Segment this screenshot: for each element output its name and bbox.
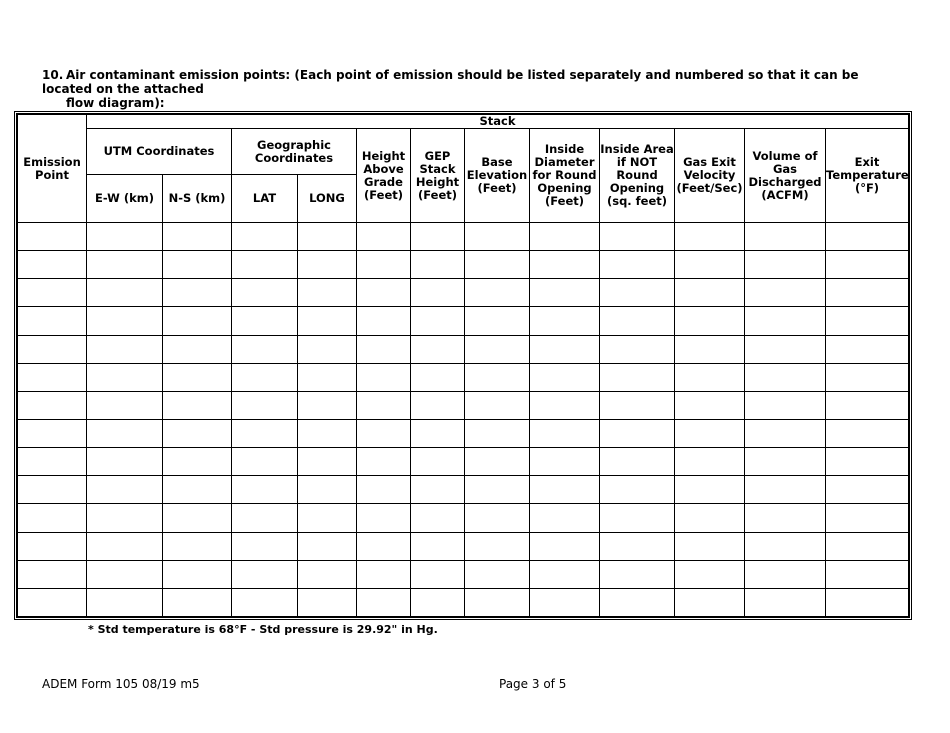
table-cell[interactable] (298, 476, 357, 504)
header-gep-stack-height: GEP Stack Height (Feet) (411, 129, 465, 223)
table-cell[interactable] (232, 588, 298, 616)
table-body (18, 223, 909, 617)
table-cell[interactable] (600, 363, 675, 391)
table-cell[interactable] (298, 419, 357, 447)
table-cell[interactable] (232, 532, 298, 560)
table-cell[interactable] (826, 560, 909, 588)
table-cell[interactable] (411, 448, 465, 476)
table-cell[interactable] (745, 448, 826, 476)
table-cell[interactable] (600, 307, 675, 335)
table-cell[interactable] (530, 532, 600, 560)
table-cell[interactable] (357, 251, 411, 279)
table-cell[interactable] (826, 251, 909, 279)
table-cell[interactable] (357, 448, 411, 476)
table-cell[interactable] (826, 532, 909, 560)
table-cell[interactable] (18, 476, 87, 504)
table-cell[interactable] (675, 223, 745, 251)
table-cell[interactable] (232, 335, 298, 363)
table-cell[interactable] (465, 588, 530, 616)
table-cell[interactable] (87, 279, 163, 307)
table-cell[interactable] (411, 419, 465, 447)
table-cell[interactable] (232, 307, 298, 335)
table-cell[interactable] (411, 504, 465, 532)
table-cell[interactable] (530, 223, 600, 251)
table-cell[interactable] (232, 251, 298, 279)
table-cell[interactable] (357, 279, 411, 307)
table-cell[interactable] (530, 251, 600, 279)
table-cell[interactable] (465, 307, 530, 335)
question-text-line2: flow diagram): (66, 96, 165, 110)
table-cell[interactable] (163, 223, 232, 251)
emission-points-table (17, 114, 909, 617)
table-cell[interactable] (87, 391, 163, 419)
table-cell[interactable] (600, 476, 675, 504)
table-cell[interactable] (745, 251, 826, 279)
header-exit-temperature: Exit Temperature (°F) (826, 129, 909, 223)
table-cell[interactable] (163, 448, 232, 476)
table-cell[interactable] (600, 279, 675, 307)
table-cell[interactable] (163, 588, 232, 616)
table-cell[interactable] (87, 419, 163, 447)
question-text-line1: Air contaminant emission points: (Each point of emission should be listed separately and numbered so that it can be located on the attached (42, 68, 859, 96)
table-cell[interactable] (675, 560, 745, 588)
header-height-above-grade: Height Above Grade (Feet) (357, 129, 411, 223)
table-cell[interactable] (465, 448, 530, 476)
table-cell[interactable] (675, 588, 745, 616)
table-cell[interactable] (163, 476, 232, 504)
table-cell[interactable] (465, 391, 530, 419)
header-geographic-coordinates: Geographic Coordinates (232, 129, 357, 175)
table-cell[interactable] (600, 504, 675, 532)
table-cell[interactable] (87, 307, 163, 335)
table-row (18, 504, 909, 532)
table-cell[interactable] (18, 223, 87, 251)
table-cell[interactable] (411, 223, 465, 251)
table-cell[interactable] (232, 504, 298, 532)
table-cell[interactable] (826, 363, 909, 391)
table-cell[interactable] (232, 391, 298, 419)
table-cell[interactable] (675, 504, 745, 532)
table-cell[interactable] (18, 391, 87, 419)
table-cell[interactable] (826, 307, 909, 335)
table-cell[interactable] (530, 560, 600, 588)
table-cell[interactable] (232, 476, 298, 504)
table-cell[interactable] (87, 532, 163, 560)
table-cell[interactable] (675, 279, 745, 307)
table-cell[interactable] (298, 307, 357, 335)
table-cell[interactable] (745, 532, 826, 560)
table-cell[interactable] (530, 476, 600, 504)
form-id: ADEM Form 105 08/19 m5 (42, 677, 200, 691)
table-cell[interactable] (530, 448, 600, 476)
table-row (18, 335, 909, 363)
table-row (18, 588, 909, 616)
emission-points-table-frame (14, 111, 912, 620)
table-cell[interactable] (163, 279, 232, 307)
table-cell[interactable] (163, 504, 232, 532)
header-gas-exit-velocity: Gas Exit Velocity (Feet/Sec) (675, 129, 745, 223)
table-cell[interactable] (87, 588, 163, 616)
table-cell[interactable] (163, 363, 232, 391)
table-cell[interactable] (530, 363, 600, 391)
table-cell[interactable] (465, 335, 530, 363)
header-utm-coordinates: UTM Coordinates (87, 129, 232, 175)
header-stack: Stack (87, 115, 909, 129)
table-cell[interactable] (411, 476, 465, 504)
table-cell[interactable] (745, 504, 826, 532)
table-cell[interactable] (465, 560, 530, 588)
table-cell[interactable] (357, 476, 411, 504)
table-cell[interactable] (675, 307, 745, 335)
table-cell[interactable] (357, 560, 411, 588)
table-row (18, 223, 909, 251)
table-cell[interactable] (411, 251, 465, 279)
table-cell[interactable] (675, 448, 745, 476)
table-cell[interactable] (465, 223, 530, 251)
table-cell[interactable] (600, 588, 675, 616)
table-cell[interactable] (411, 363, 465, 391)
table-row (18, 419, 909, 447)
header-volume-of-gas: Volume of Gas Discharged (ACFM) (745, 129, 826, 223)
table-cell[interactable] (745, 476, 826, 504)
table-cell[interactable] (18, 560, 87, 588)
table-cell[interactable] (675, 251, 745, 279)
table-cell[interactable] (675, 335, 745, 363)
table-cell[interactable] (87, 560, 163, 588)
table-cell[interactable] (87, 251, 163, 279)
header-long: LONG (298, 175, 357, 223)
table-cell[interactable] (745, 363, 826, 391)
header-inside-area: Inside Area if NOT Round Opening (sq. feet) (600, 129, 675, 223)
table-cell[interactable] (87, 504, 163, 532)
table-cell[interactable] (232, 419, 298, 447)
table-cell[interactable] (87, 476, 163, 504)
table-cell[interactable] (18, 448, 87, 476)
table-cell[interactable] (600, 223, 675, 251)
table-cell[interactable] (745, 223, 826, 251)
table-cell[interactable] (530, 419, 600, 447)
table-cell[interactable] (530, 335, 600, 363)
table-row (18, 476, 909, 504)
table-row (18, 307, 909, 335)
table-cell[interactable] (826, 476, 909, 504)
table-cell[interactable] (411, 279, 465, 307)
table-cell[interactable] (163, 419, 232, 447)
table-cell[interactable] (465, 251, 530, 279)
table-cell[interactable] (87, 448, 163, 476)
table-cell[interactable] (18, 279, 87, 307)
table-cell[interactable] (298, 391, 357, 419)
table-cell[interactable] (600, 251, 675, 279)
table-cell[interactable] (745, 335, 826, 363)
table-cell[interactable] (232, 448, 298, 476)
table-cell[interactable] (826, 448, 909, 476)
table-cell[interactable] (298, 588, 357, 616)
table-cell[interactable] (465, 532, 530, 560)
table-cell[interactable] (411, 560, 465, 588)
question-10 (42, 68, 902, 110)
table-cell[interactable] (826, 588, 909, 616)
table-cell[interactable] (465, 279, 530, 307)
table-cell[interactable] (411, 532, 465, 560)
table-cell[interactable] (357, 391, 411, 419)
table-cell[interactable] (163, 560, 232, 588)
header-base-elevation: Base Elevation (Feet) (465, 129, 530, 223)
table-cell[interactable] (675, 363, 745, 391)
table-cell[interactable] (298, 251, 357, 279)
table-cell[interactable] (18, 251, 87, 279)
table-cell[interactable] (465, 419, 530, 447)
table-cell[interactable] (298, 448, 357, 476)
table-cell[interactable] (826, 335, 909, 363)
table-cell[interactable] (745, 391, 826, 419)
table-cell[interactable] (600, 448, 675, 476)
table-cell[interactable] (411, 307, 465, 335)
table-cell[interactable] (600, 391, 675, 419)
table-cell[interactable] (411, 391, 465, 419)
header-lat: LAT (232, 175, 298, 223)
table-cell[interactable] (298, 560, 357, 588)
table-cell[interactable] (826, 504, 909, 532)
table-cell[interactable] (357, 588, 411, 616)
table-cell[interactable] (600, 532, 675, 560)
table-cell[interactable] (18, 588, 87, 616)
table-cell[interactable] (465, 476, 530, 504)
table-cell[interactable] (411, 588, 465, 616)
table-cell[interactable] (87, 335, 163, 363)
table-cell[interactable] (675, 419, 745, 447)
table-row (18, 251, 909, 279)
table-cell[interactable] (530, 588, 600, 616)
table-cell[interactable] (411, 335, 465, 363)
table-cell[interactable] (298, 363, 357, 391)
table-cell[interactable] (530, 279, 600, 307)
table-cell[interactable] (232, 223, 298, 251)
header-ns-km: N-S (km) (163, 175, 232, 223)
header-emission-point: Emission Point (18, 115, 87, 223)
table-cell[interactable] (298, 504, 357, 532)
table-cell[interactable] (357, 307, 411, 335)
question-number: 10. (42, 68, 64, 82)
table-cell[interactable] (232, 560, 298, 588)
table-cell[interactable] (530, 391, 600, 419)
table-cell[interactable] (298, 223, 357, 251)
table-cell[interactable] (18, 532, 87, 560)
table-cell[interactable] (357, 532, 411, 560)
table-cell[interactable] (298, 532, 357, 560)
table-cell[interactable] (357, 419, 411, 447)
footnote-std-conditions: * Std temperature is 68°F - Std pressure is 29.92" in Hg. (88, 623, 438, 636)
table-cell[interactable] (745, 560, 826, 588)
table-row (18, 279, 909, 307)
table-cell[interactable] (163, 335, 232, 363)
table-cell[interactable] (298, 279, 357, 307)
table-cell[interactable] (675, 476, 745, 504)
table-cell[interactable] (600, 560, 675, 588)
table-cell[interactable] (18, 335, 87, 363)
table-cell[interactable] (357, 504, 411, 532)
table-cell[interactable] (530, 504, 600, 532)
page-number: Page 3 of 5 (499, 677, 567, 691)
table-cell[interactable] (530, 307, 600, 335)
table-cell[interactable] (87, 363, 163, 391)
table-cell[interactable] (745, 279, 826, 307)
table-row (18, 532, 909, 560)
table-cell[interactable] (826, 279, 909, 307)
header-inside-diameter: Inside Diameter for Round Opening (Feet) (530, 129, 600, 223)
table-cell[interactable] (87, 223, 163, 251)
table-cell[interactable] (826, 223, 909, 251)
table-row (18, 363, 909, 391)
table-row (18, 560, 909, 588)
table-cell[interactable] (465, 363, 530, 391)
table-cell[interactable] (163, 532, 232, 560)
table-cell[interactable] (357, 335, 411, 363)
table-cell[interactable] (745, 307, 826, 335)
table-cell[interactable] (18, 363, 87, 391)
table-cell[interactable] (465, 504, 530, 532)
table-cell[interactable] (232, 279, 298, 307)
table-cell[interactable] (745, 588, 826, 616)
header-ew-km: E-W (km) (87, 175, 163, 223)
table-cell[interactable] (18, 307, 87, 335)
table-cell[interactable] (357, 223, 411, 251)
table-cell[interactable] (232, 363, 298, 391)
table-row (18, 448, 909, 476)
table-cell[interactable] (675, 391, 745, 419)
table-cell[interactable] (826, 419, 909, 447)
table-row (18, 391, 909, 419)
table-cell[interactable] (600, 335, 675, 363)
table-cell[interactable] (826, 391, 909, 419)
table-cell[interactable] (357, 363, 411, 391)
table-cell[interactable] (18, 419, 87, 447)
table-cell[interactable] (18, 504, 87, 532)
table-cell[interactable] (675, 532, 745, 560)
table-cell[interactable] (600, 419, 675, 447)
table-cell[interactable] (745, 419, 826, 447)
table-cell[interactable] (298, 335, 357, 363)
table-cell[interactable] (163, 307, 232, 335)
table-cell[interactable] (163, 251, 232, 279)
table-cell[interactable] (163, 391, 232, 419)
